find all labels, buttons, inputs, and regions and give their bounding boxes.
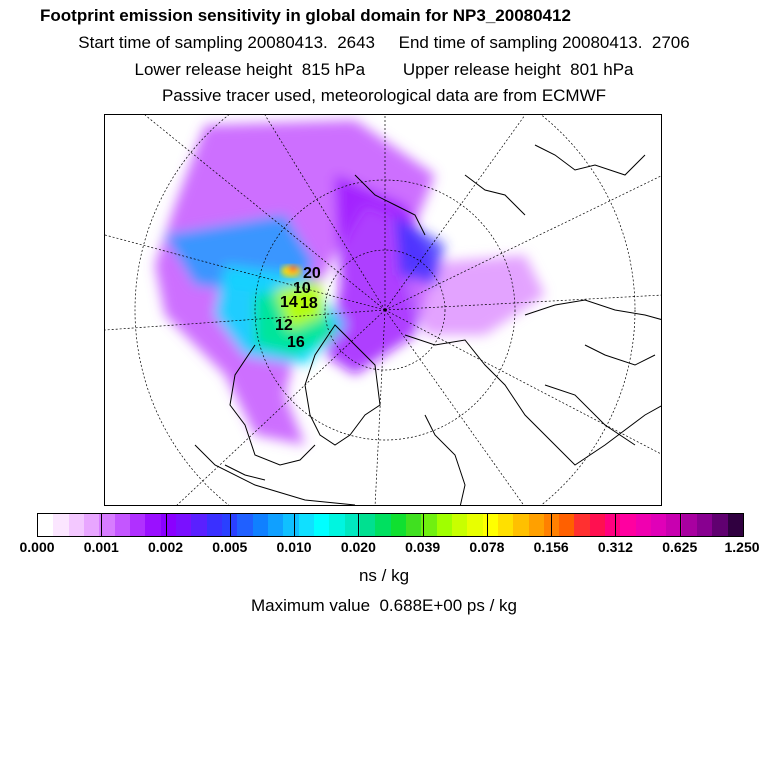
colorbar-cell [513, 514, 528, 536]
colorbar-cell [191, 514, 206, 536]
colorbar-cell [605, 514, 620, 536]
colorbar-cell [299, 514, 314, 536]
colorbar-cell [651, 514, 666, 536]
plume-label: 10 [293, 280, 311, 297]
colorbar-label: 0.000 [19, 539, 55, 555]
plot-title: Footprint emission sensitivity in global domain for NP3_20080412 [40, 6, 571, 25]
colorbar-cell [176, 514, 191, 536]
colorbar-label: 0.005 [212, 539, 248, 555]
colorbar-cell [69, 514, 84, 536]
colorbar-cell [38, 514, 53, 536]
colorbar-separator [294, 513, 295, 537]
colorbar-separator [487, 513, 488, 537]
colorbar-cell [84, 514, 99, 536]
colorbar-cell [559, 514, 574, 536]
colorbar-cell [483, 514, 498, 536]
tracer-info: Passive tracer used, meteorological data are from ECMWF [161, 86, 607, 105]
colorbar-cell [712, 514, 727, 536]
colorbar-cell [467, 514, 482, 536]
colorbar-label: 0.156 [533, 539, 569, 555]
colorbar-cell [437, 514, 452, 536]
colorbar-cell [697, 514, 712, 536]
colorbar-label: 0.020 [340, 539, 376, 555]
footprint-map [104, 114, 662, 506]
colorbar-cell [161, 514, 176, 536]
colorbar-separator [551, 513, 552, 537]
colorbar-cell [145, 514, 160, 536]
colorbar-cell [329, 514, 344, 536]
colorbar-cell [636, 514, 651, 536]
plume-label: 20 [303, 265, 321, 282]
colorbar-cell [682, 514, 697, 536]
sampling-times: Start time of sampling 20080413. 2643 End time of sampling 20080413. 2706 [78, 33, 690, 52]
colorbar-label: 1.250 [724, 539, 760, 555]
plume-label: 14 [280, 294, 298, 311]
colorbar-cell [360, 514, 375, 536]
colorbar-label: 0.312 [597, 539, 633, 555]
colorbar-separator [680, 513, 681, 537]
colorbar-label: 0.039 [405, 539, 441, 555]
colorbar-separator [615, 513, 616, 537]
colorbar [37, 513, 744, 537]
plume-label: 12 [275, 317, 293, 334]
colorbar-cell [498, 514, 513, 536]
colorbar-separator [166, 513, 167, 537]
colorbar-cell [529, 514, 544, 536]
plume-label: 16 [287, 334, 305, 351]
colorbar-cell [590, 514, 605, 536]
colorbar-cell [574, 514, 589, 536]
colorbar-separator [101, 513, 102, 537]
map-canvas [105, 115, 662, 506]
plume-label: 18 [300, 295, 318, 312]
maximum-value: Maximum value 0.688E+00 ps / kg [251, 596, 517, 615]
colorbar-cell [115, 514, 130, 536]
colorbar-cell [253, 514, 268, 536]
colorbar-cell [406, 514, 421, 536]
colorbar-label: 0.010 [276, 539, 312, 555]
colorbar-cell [728, 514, 743, 536]
colorbar-cell [391, 514, 406, 536]
colorbar-separator [423, 513, 424, 537]
colorbar-label: 0.625 [662, 539, 698, 555]
colorbar-cell [207, 514, 222, 536]
colorbar-label: 0.001 [83, 539, 119, 555]
colorbar-cell [283, 514, 298, 536]
colorbar-label: 0.078 [469, 539, 505, 555]
colorbar-separator [358, 513, 359, 537]
colorbar-cell [375, 514, 390, 536]
colorbar-cell [130, 514, 145, 536]
colorbar-cell [314, 514, 329, 536]
release-heights: Lower release height 815 hPa Upper release height 801 hPa [134, 60, 634, 79]
colorbar-label: 0.002 [148, 539, 184, 555]
colorbar-separator [230, 513, 231, 537]
colorbar-cell [452, 514, 467, 536]
colorbar-cell [237, 514, 252, 536]
colorbar-cell [620, 514, 635, 536]
colorbar-unit: ns / kg [358, 566, 410, 585]
colorbar-cell [268, 514, 283, 536]
colorbar-cell [53, 514, 68, 536]
